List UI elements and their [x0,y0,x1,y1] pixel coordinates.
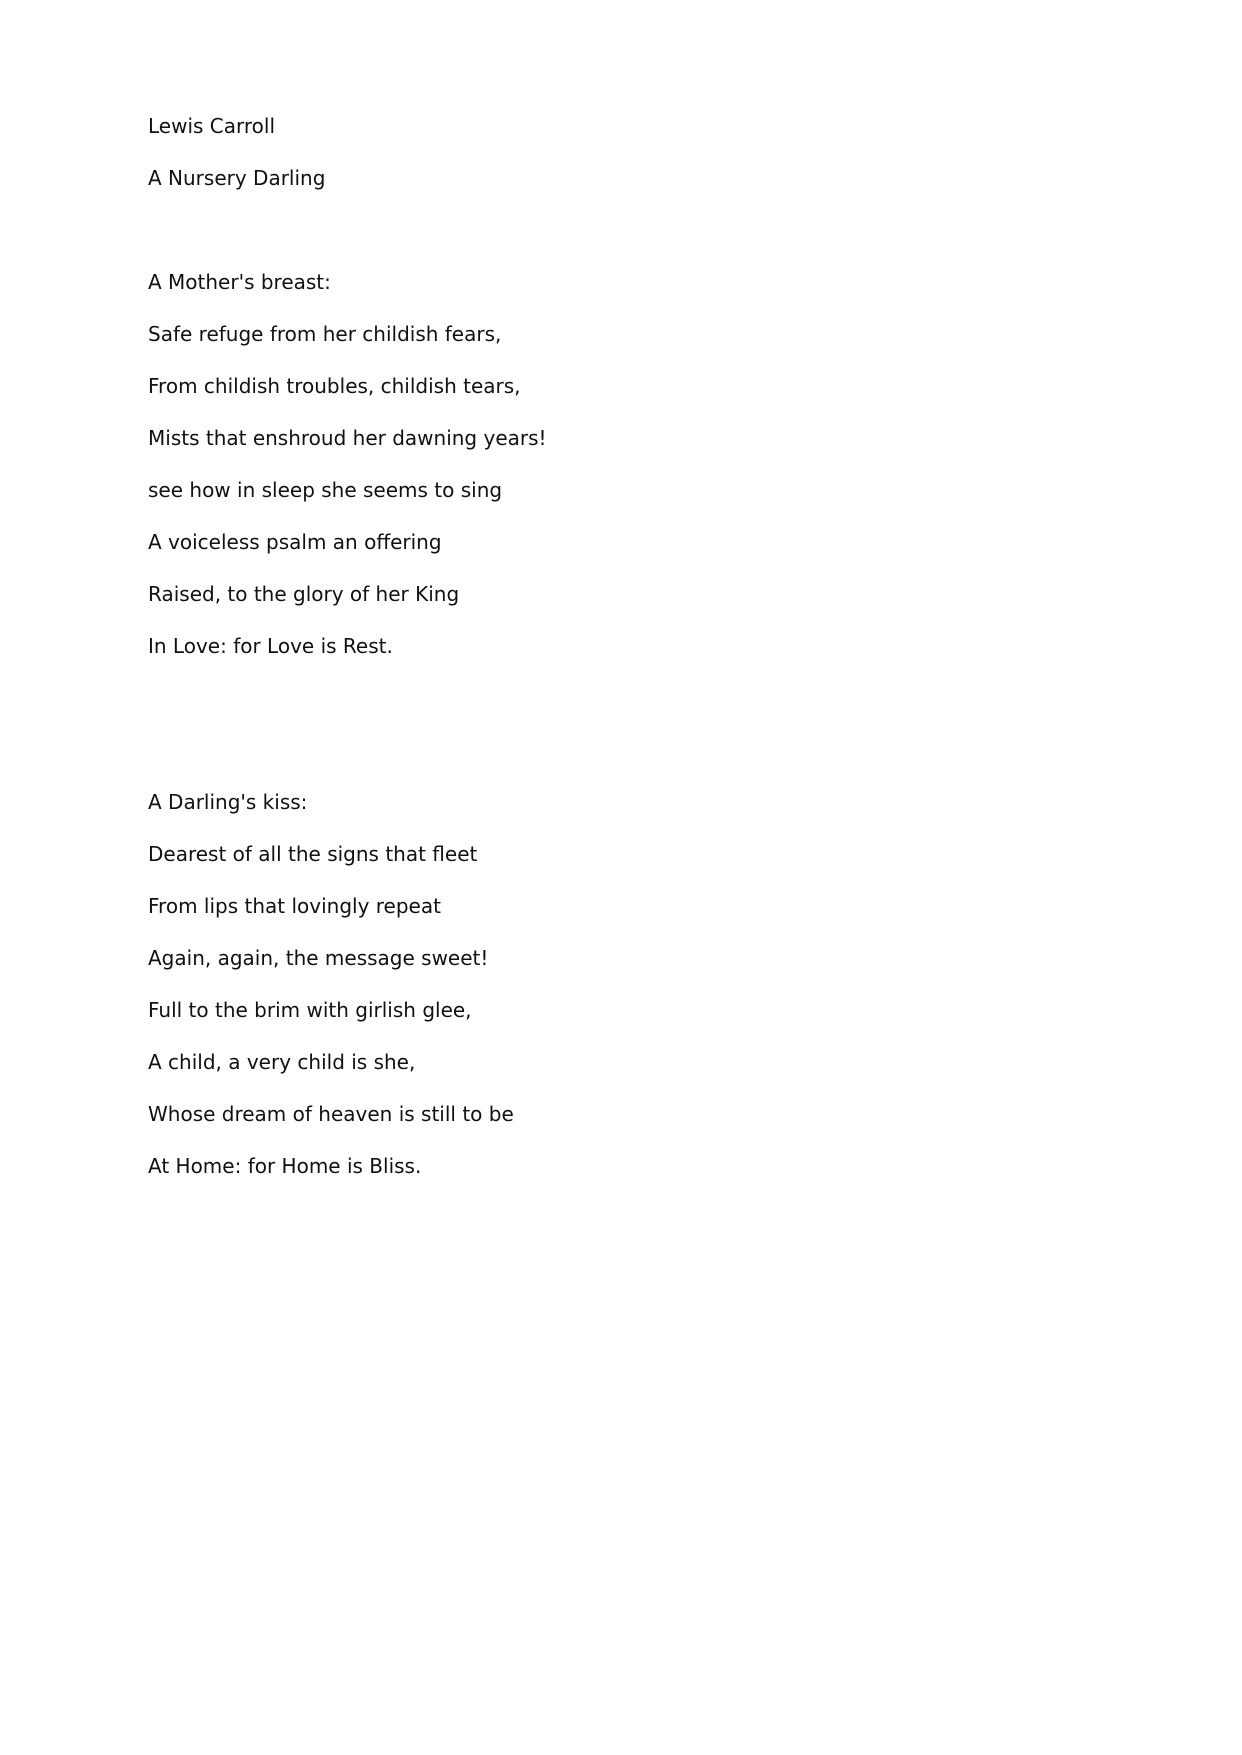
document-page [148,112,1148,1204]
poem-line: From childish troubles, childish tears, [148,374,521,398]
spacer [148,684,1148,788]
poem-line: Again, again, the message sweet! [148,946,489,970]
poem-line: From lips that lovingly repeat [148,894,441,918]
poem-line: Safe refuge from her childish fears, [148,322,502,346]
stanza-1 [148,268,1148,660]
poem-line: At Home: for Home is Bliss. [148,1154,422,1178]
poem-line: A voiceless psalm an offering [148,530,442,554]
poem-line: A child, a very child is she, [148,1050,416,1074]
poem-line: A Mother's breast: [148,270,331,294]
poem-title: A Nursery Darling [148,166,326,190]
poem-line: Whose dream of heaven is still to be [148,1102,514,1126]
poem-line: Mists that enshroud her dawning years! [148,426,547,450]
poem-line: In Love: for Love is Rest. [148,634,393,658]
author-name: Lewis Carroll [148,114,276,138]
poem-line: Raised, to the glory of her King [148,582,460,606]
poem-line: A Darling's kiss: [148,790,308,814]
poem-line: Full to the brim with girlish glee, [148,998,472,1022]
poem-line: Dearest of all the signs that fleet [148,842,478,866]
spacer [148,216,1148,268]
stanza-2 [148,788,1148,1180]
poem-line: see how in sleep she seems to sing [148,478,503,502]
